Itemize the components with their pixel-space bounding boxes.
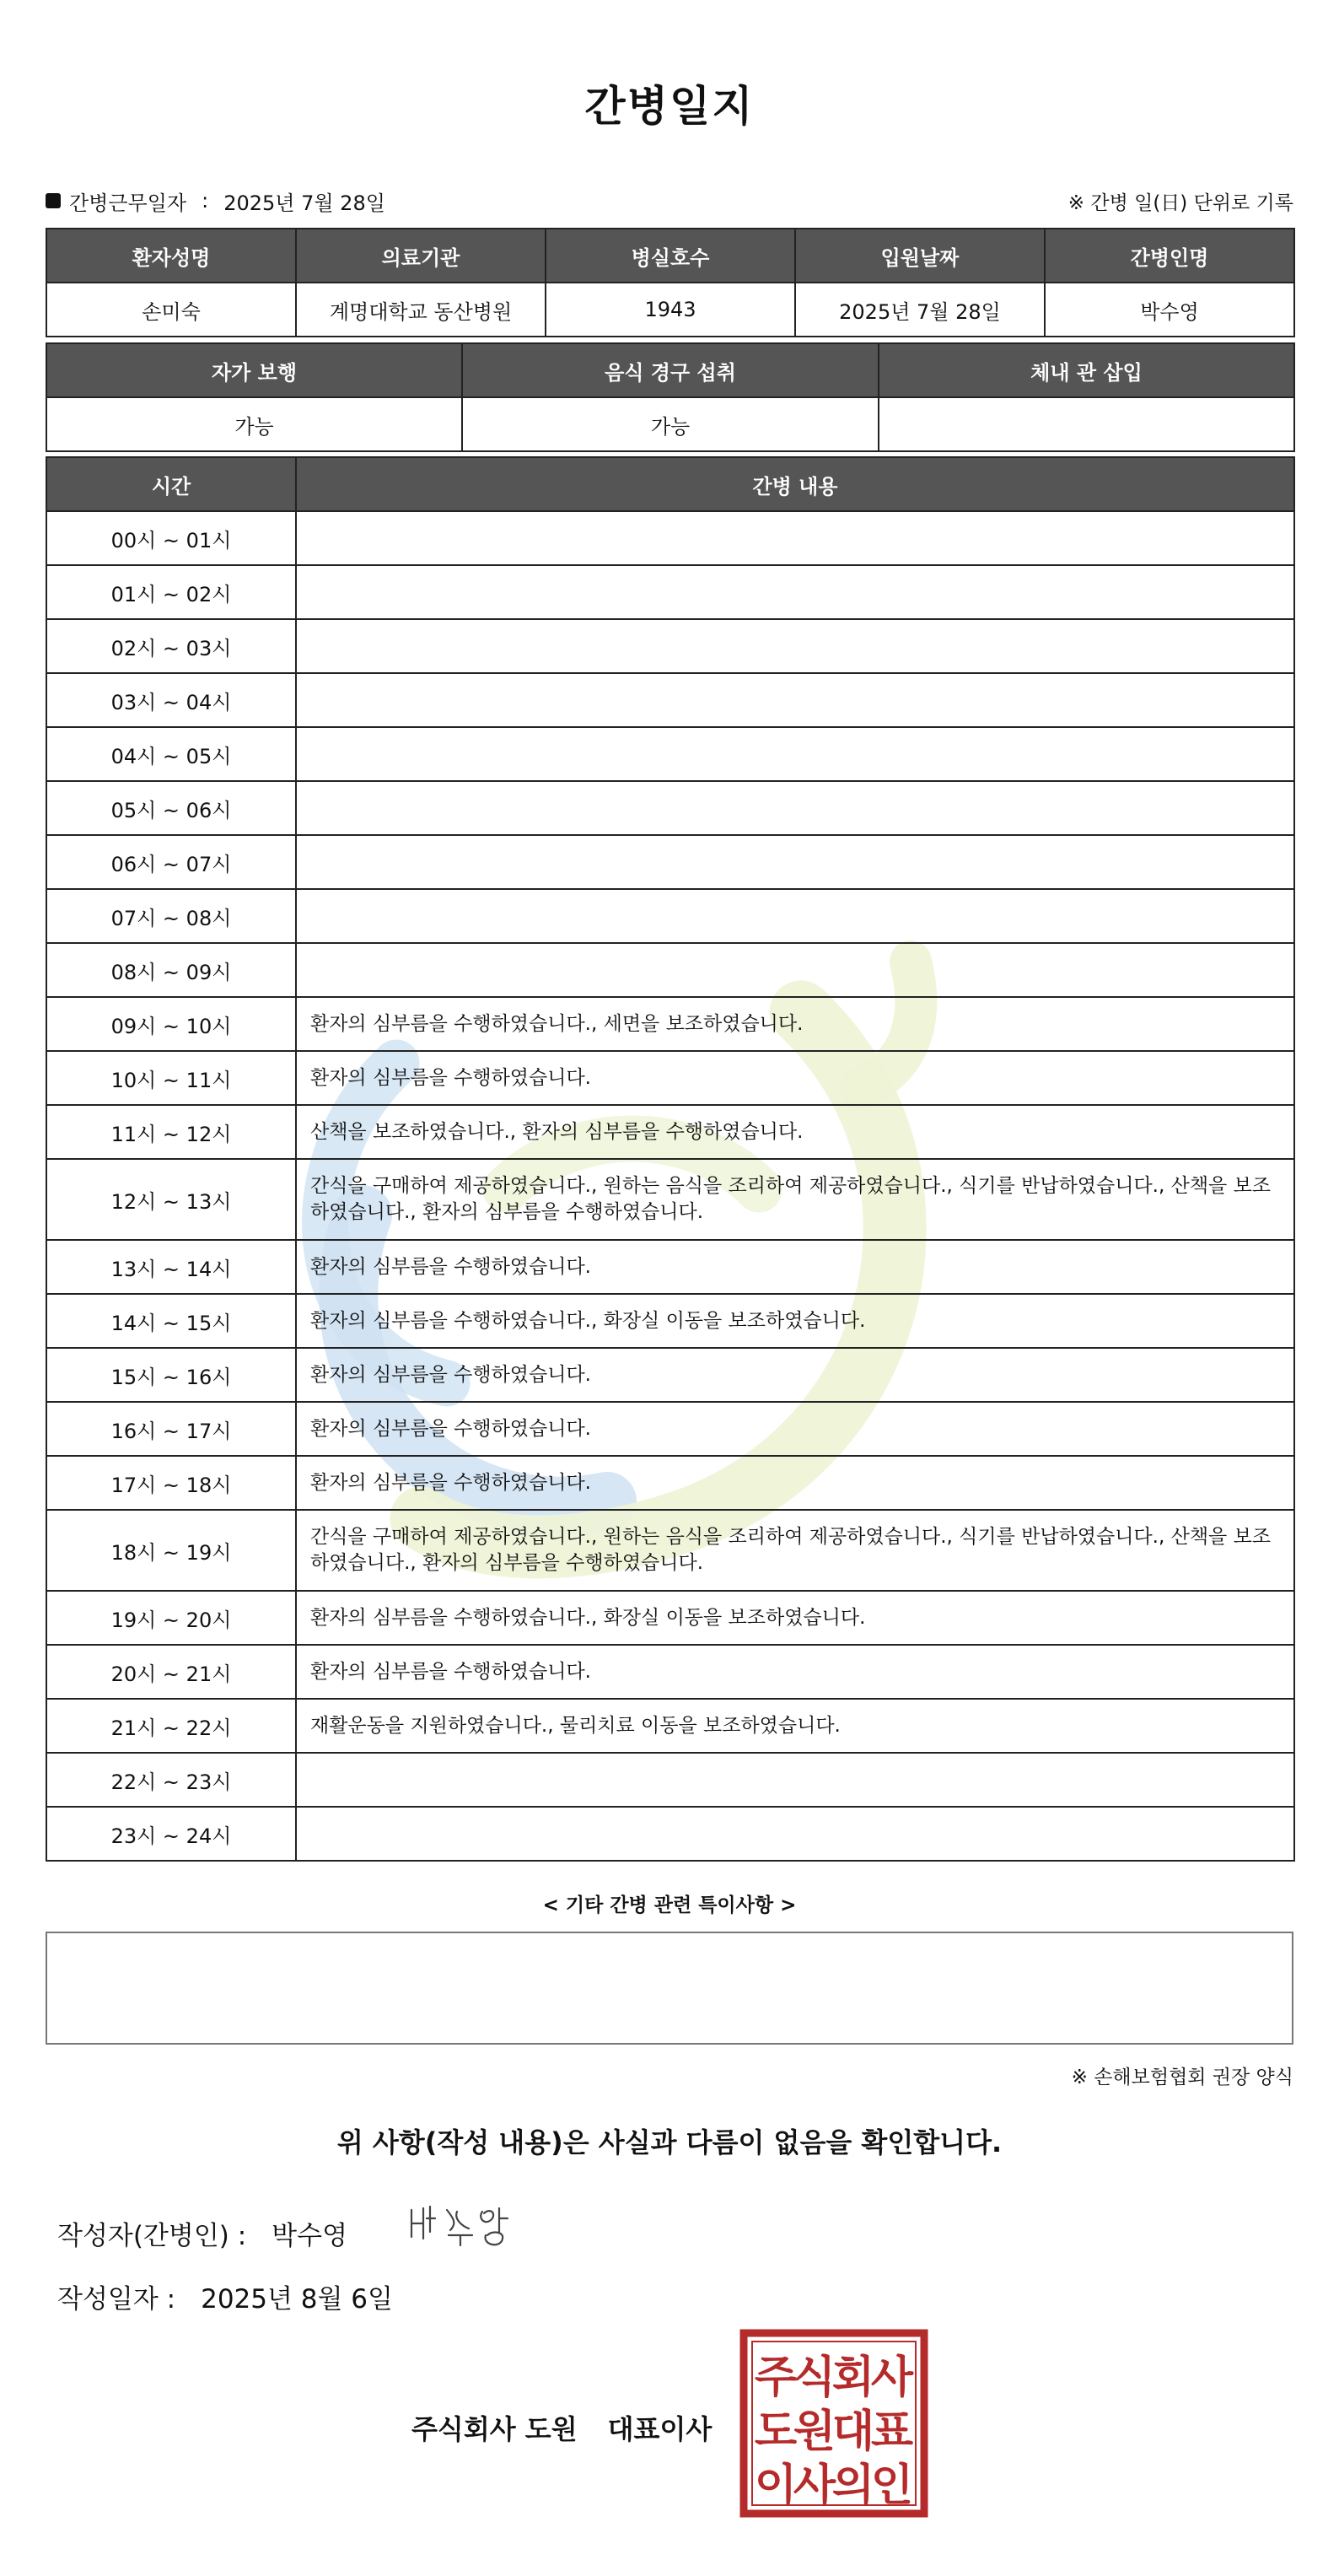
content-cell: 환자의 심부름을 수행하였습니다. — [296, 1348, 1294, 1402]
table-row — [46, 1753, 1294, 1807]
content-cell — [296, 835, 1294, 889]
write-date-label: 작성일자 : — [57, 2284, 176, 2315]
table-row — [46, 1591, 1294, 1645]
svg-text:대: 대 — [831, 2406, 875, 2457]
write-date-row — [57, 2277, 393, 2315]
time-cell: 14시 ~ 15시 — [46, 1294, 296, 1348]
company-seal-stamp — [739, 2328, 929, 2519]
content-cell — [296, 1753, 1294, 1807]
table-row — [46, 1294, 1294, 1348]
time-cell: 13시 ~ 14시 — [46, 1240, 296, 1294]
content-cell: 간식을 구매하여 제공하였습니다., 원하는 음식을 조리하여 제공하였습니다., 식기를 반납하였습니다., 산책을 보조하였습니다., 환자의 심부름을 수행하였습니다. — [296, 1159, 1294, 1240]
svg-text:도: 도 — [754, 2406, 798, 2457]
time-cell: 12시 ~ 13시 — [46, 1159, 296, 1240]
table-row — [46, 997, 1294, 1051]
time-cell: 16시 ~ 17시 — [46, 1402, 296, 1456]
special-notes-title: < 기타 간병 관련 특이사항 > — [542, 1894, 797, 1916]
table-row — [46, 1645, 1294, 1699]
time-cell: 18시 ~ 19시 — [46, 1510, 296, 1591]
writer-name: 박수영 — [272, 2221, 348, 2251]
time-cell: 11시 ~ 12시 — [46, 1105, 296, 1159]
admission-date: 2025년 7월 28일 — [795, 283, 1045, 337]
write-date-value: 2025년 8월 6일 — [201, 2284, 393, 2315]
document-title: 간병일지 — [584, 82, 755, 131]
table-row — [46, 619, 1294, 673]
work-date-value: 2025년 7월 28일 — [223, 191, 385, 215]
svg-text:의: 의 — [831, 2460, 875, 2511]
table-row — [46, 1510, 1294, 1591]
company-position: 대표이사 — [607, 2413, 713, 2445]
table-row — [46, 1699, 1294, 1753]
work-date-label: 간병근무일자 — [69, 191, 187, 215]
handwritten-signature — [405, 2193, 540, 2261]
time-cell: 01시 ~ 02시 — [46, 565, 296, 619]
time-cell: 08시 ~ 09시 — [46, 943, 296, 997]
content-cell: 환자의 심부름을 수행하였습니다. — [296, 1051, 1294, 1105]
header-oral-intake: 음식 경구 섭취 — [462, 343, 879, 397]
room-number: 1943 — [546, 283, 795, 337]
time-cell: 21시 ~ 22시 — [46, 1699, 296, 1753]
svg-text:사: 사 — [793, 2460, 836, 2511]
time-cell: 15시 ~ 16시 — [46, 1348, 296, 1402]
content-cell: 간식을 구매하여 제공하였습니다., 원하는 음식을 조리하여 제공하였습니다., 식기를 반납하였습니다., 산책을 보조하였습니다., 환자의 심부름을 수행하였습니다. — [296, 1510, 1294, 1591]
table-row — [46, 1402, 1294, 1456]
patient-name: 손미숙 — [46, 283, 296, 337]
table-row — [46, 673, 1294, 727]
header-patient-name: 환자성명 — [46, 229, 296, 283]
hospital-name: 계명대학교 동산병원 — [296, 283, 546, 337]
content-cell — [296, 619, 1294, 673]
header-caregiver-name: 간병인명 — [1045, 229, 1294, 283]
work-date-row — [46, 184, 1293, 218]
table-row — [46, 1051, 1294, 1105]
care-log-table — [46, 456, 1295, 1862]
svg-text:사: 사 — [870, 2352, 914, 2403]
company-signature-line — [411, 2408, 712, 2447]
content-cell: 환자의 심부름을 수행하였습니다., 화장실 이동을 보조하였습니다. — [296, 1591, 1294, 1645]
content-cell — [296, 511, 1294, 565]
table-row — [46, 565, 1294, 619]
self-walking-value: 가능 — [46, 397, 462, 451]
svg-text:회: 회 — [831, 2352, 875, 2403]
table-row — [46, 1348, 1294, 1402]
writer-label: 작성자(간병인) : — [57, 2221, 247, 2251]
content-cell — [296, 889, 1294, 943]
patient-status-table — [46, 342, 1295, 452]
time-cell: 10시 ~ 11시 — [46, 1051, 296, 1105]
table-row — [46, 1159, 1294, 1240]
recommend-note: ※ 손해보험협회 권장 양식 — [1071, 2067, 1293, 2088]
svg-text:원: 원 — [793, 2406, 836, 2457]
oral-intake-value: 가능 — [462, 397, 879, 451]
time-cell: 09시 ~ 10시 — [46, 997, 296, 1051]
patient-info-value-row — [46, 283, 1294, 337]
svg-text:표: 표 — [870, 2406, 914, 2457]
time-cell: 22시 ~ 23시 — [46, 1753, 296, 1807]
table-row — [46, 943, 1294, 997]
time-cell: 03시 ~ 04시 — [46, 673, 296, 727]
table-row — [46, 889, 1294, 943]
square-bullet-icon — [46, 193, 61, 208]
time-cell: 02시 ~ 03시 — [46, 619, 296, 673]
time-cell: 07시 ~ 08시 — [46, 889, 296, 943]
tube-insertion-value — [879, 397, 1294, 451]
content-cell: 산책을 보조하였습니다., 환자의 심부름을 수행하였습니다. — [296, 1105, 1294, 1159]
content-cell — [296, 727, 1294, 781]
time-cell: 06시 ~ 07시 — [46, 835, 296, 889]
caregiver-name: 박수영 — [1045, 283, 1294, 337]
content-cell: 환자의 심부름을 수행하였습니다. — [296, 1456, 1294, 1510]
header-care-content: 간병 내용 — [296, 457, 1294, 511]
content-cell — [296, 565, 1294, 619]
time-cell: 23시 ~ 24시 — [46, 1807, 296, 1861]
content-cell: 환자의 심부름을 수행하였습니다. — [296, 1402, 1294, 1456]
header-self-walking: 자가 보행 — [46, 343, 462, 397]
table-row — [46, 1105, 1294, 1159]
writer-row — [57, 2214, 347, 2252]
confirmation-statement: 위 사항(작성 내용)은 사실과 다름이 없음을 확인합니다. — [336, 2126, 1003, 2158]
work-date-group — [46, 186, 385, 216]
header-hospital: 의료기관 — [296, 229, 546, 283]
svg-text:주: 주 — [754, 2352, 798, 2403]
content-cell: 환자의 심부름을 수행하였습니다., 화장실 이동을 보조하였습니다. — [296, 1294, 1294, 1348]
header-tube-insertion: 체내 관 삽입 — [879, 343, 1294, 397]
content-cell — [296, 673, 1294, 727]
special-notes-box — [46, 1932, 1293, 2045]
table-row — [46, 781, 1294, 835]
table-row — [46, 511, 1294, 565]
work-date-separator: : — [202, 189, 209, 213]
content-cell — [296, 943, 1294, 997]
svg-text:이: 이 — [754, 2460, 798, 2511]
table-row — [46, 1456, 1294, 1510]
time-cell: 00시 ~ 01시 — [46, 511, 296, 565]
time-cell: 05시 ~ 06시 — [46, 781, 296, 835]
content-cell: 재활운동을 지원하였습니다., 물리치료 이동을 보조하였습니다. — [296, 1699, 1294, 1753]
company-name: 주식회사 도원 — [411, 2413, 578, 2445]
unit-note: ※ 간병 일(日) 단위로 기록 — [1067, 191, 1293, 214]
content-cell: 환자의 심부름을 수행하였습니다., 세면을 보조하였습니다. — [296, 997, 1294, 1051]
time-cell: 04시 ~ 05시 — [46, 727, 296, 781]
content-cell — [296, 781, 1294, 835]
svg-text:식: 식 — [793, 2352, 836, 2403]
table-row — [46, 1807, 1294, 1861]
status-value-row — [46, 397, 1294, 451]
content-cell: 환자의 심부름을 수행하였습니다. — [296, 1645, 1294, 1699]
content-cell: 환자의 심부름을 수행하였습니다. — [296, 1240, 1294, 1294]
svg-text:인: 인 — [870, 2460, 914, 2511]
header-admission-date: 입원날짜 — [795, 229, 1045, 283]
patient-info-table — [46, 228, 1295, 337]
time-cell: 17시 ~ 18시 — [46, 1456, 296, 1510]
log-header-row — [46, 457, 1294, 511]
patient-info-header-row — [46, 229, 1294, 283]
table-row — [46, 1240, 1294, 1294]
header-room-number: 병실호수 — [546, 229, 795, 283]
table-row — [46, 835, 1294, 889]
time-cell: 19시 ~ 20시 — [46, 1591, 296, 1645]
content-cell — [296, 1807, 1294, 1861]
table-row — [46, 727, 1294, 781]
header-time: 시간 — [46, 457, 296, 511]
time-cell: 20시 ~ 21시 — [46, 1645, 296, 1699]
status-header-row — [46, 343, 1294, 397]
